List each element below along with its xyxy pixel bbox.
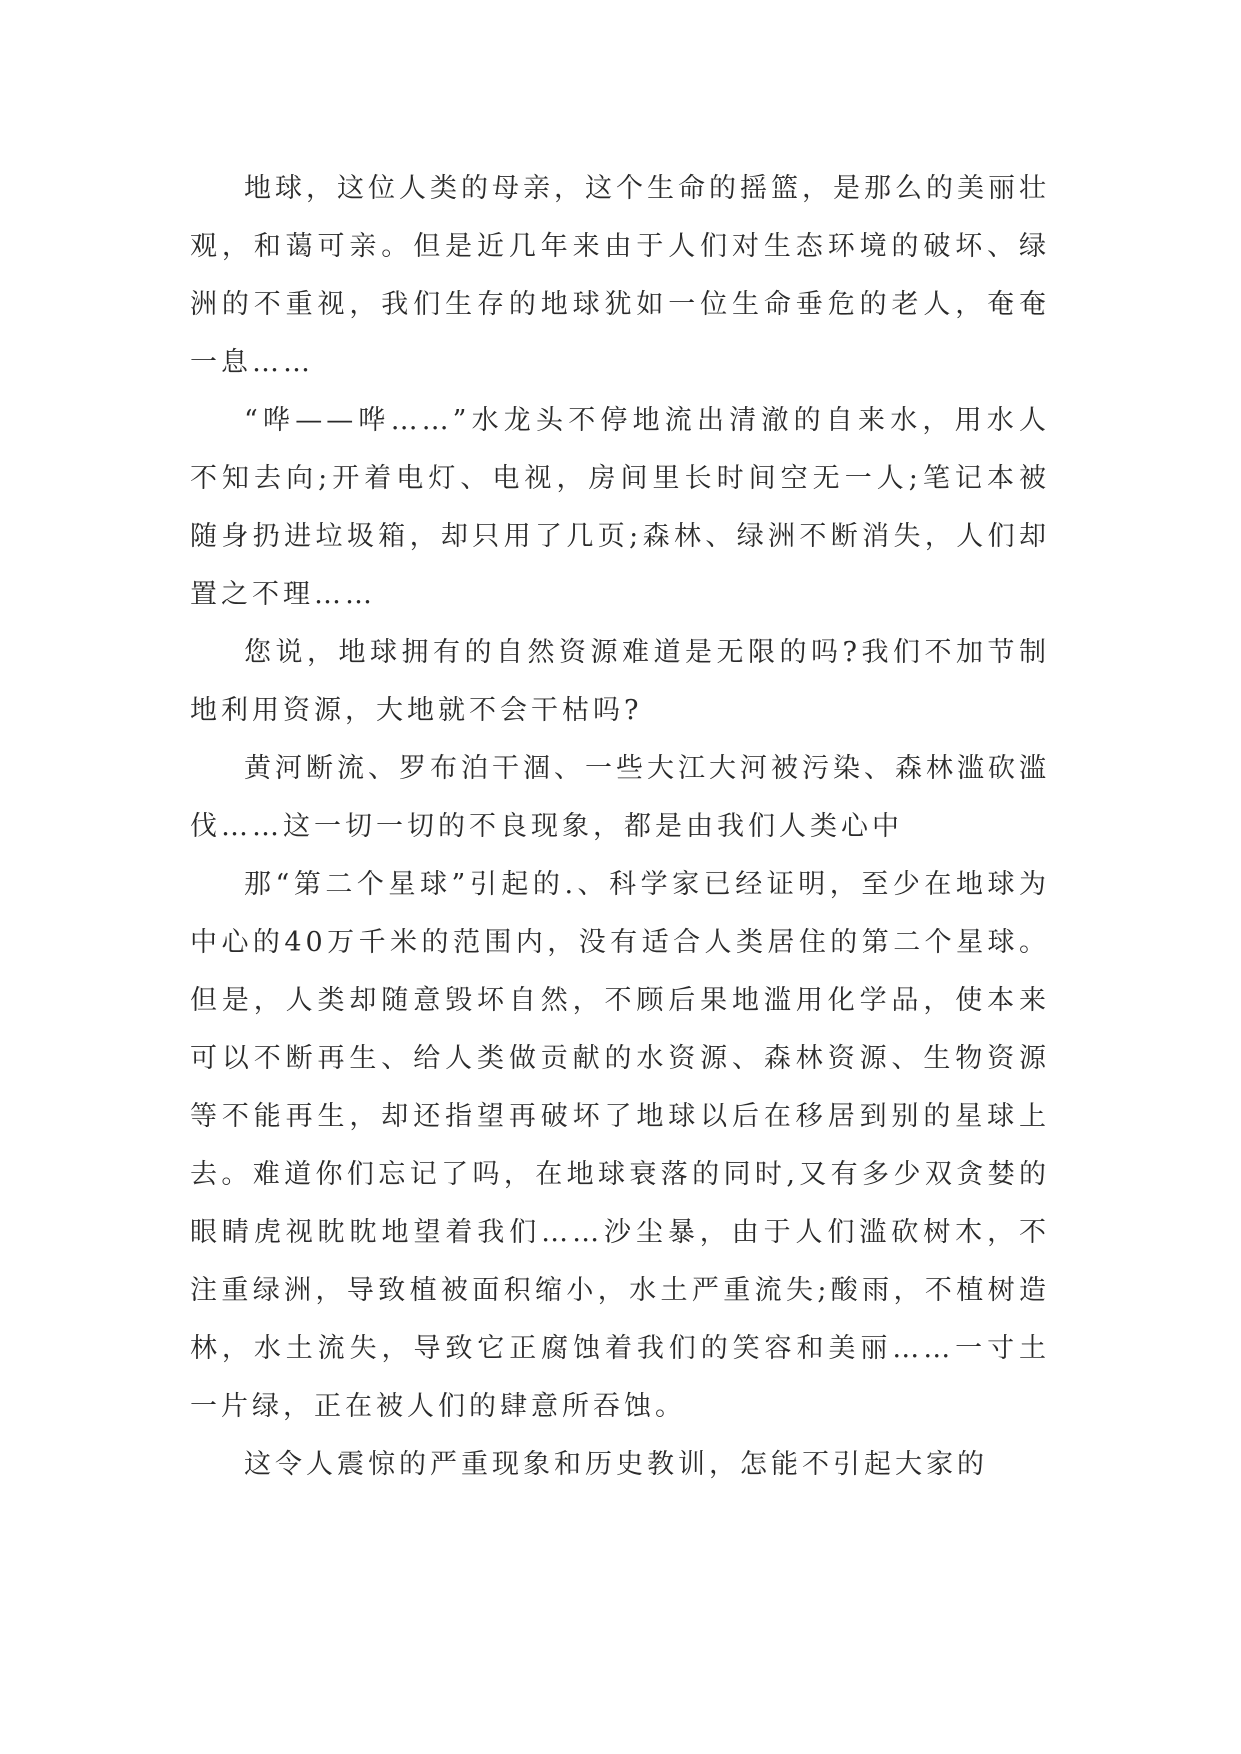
paragraph-6: 这令人震惊的严重现象和历史教训，怎能不引起大家的 bbox=[244, 1449, 988, 1480]
paragraph-4: 黄河断流、罗布泊干涸、一些大江大河被污染、森林滥砍滥伐……这一切一切的不良现象，都是由我们人类心中 bbox=[190, 753, 1050, 842]
paragraph-5: 那“第二个星球”引起的.、科学家已经证明，至少在地球为中心的40万千米的范围内，没有适合人类居住的第二个星球。但是，人类却随意毁坏自然，不顾后果地滥用化学品，使本来可以不断再生、给人类做贡献的水资源、森林资源、生物资源等不能再生，却还指望再破坏了地球以后在移居到别的星球上去。难道你们忘记了吗，在地球衰落的同时,又有多少双贪婪的眼睛虎视眈眈地望着我们……沙尘暴，由于人们滥砍树木，不注重绿洲，导致植被面积缩小，水土严重流失;酸雨，不植树造林，水土流失，导致它正腐蚀着我们的笑容和美丽……一寸土一片绿，正在被人们的肆意所吞蚀。 bbox=[190, 869, 1050, 1422]
paragraph-2: “哗——哗……”水龙头不停地流出清澈的自来水，用水人不知去向;开着电灯、电视，房间里长时间空无一人;笔记本被随身扔进垃圾箱，却只用了几页;森林、绿洲不断消失，人们却置之不理…… bbox=[190, 405, 1050, 610]
paragraph-1: 地球，这位人类的母亲，这个生命的摇篮，是那么的美丽壮观，和蔼可亲。但是近几年来由于人们对生态环境的破坏、绿洲的不重视，我们生存的地球犹如一位生命垂危的老人，奄奄一息…… bbox=[190, 173, 1050, 378]
document-body bbox=[190, 160, 1050, 1494]
paragraph-3: 您说，地球拥有的自然资源难道是无限的吗?我们不加节制地利用资源，大地就不会干枯吗? bbox=[190, 637, 1050, 726]
